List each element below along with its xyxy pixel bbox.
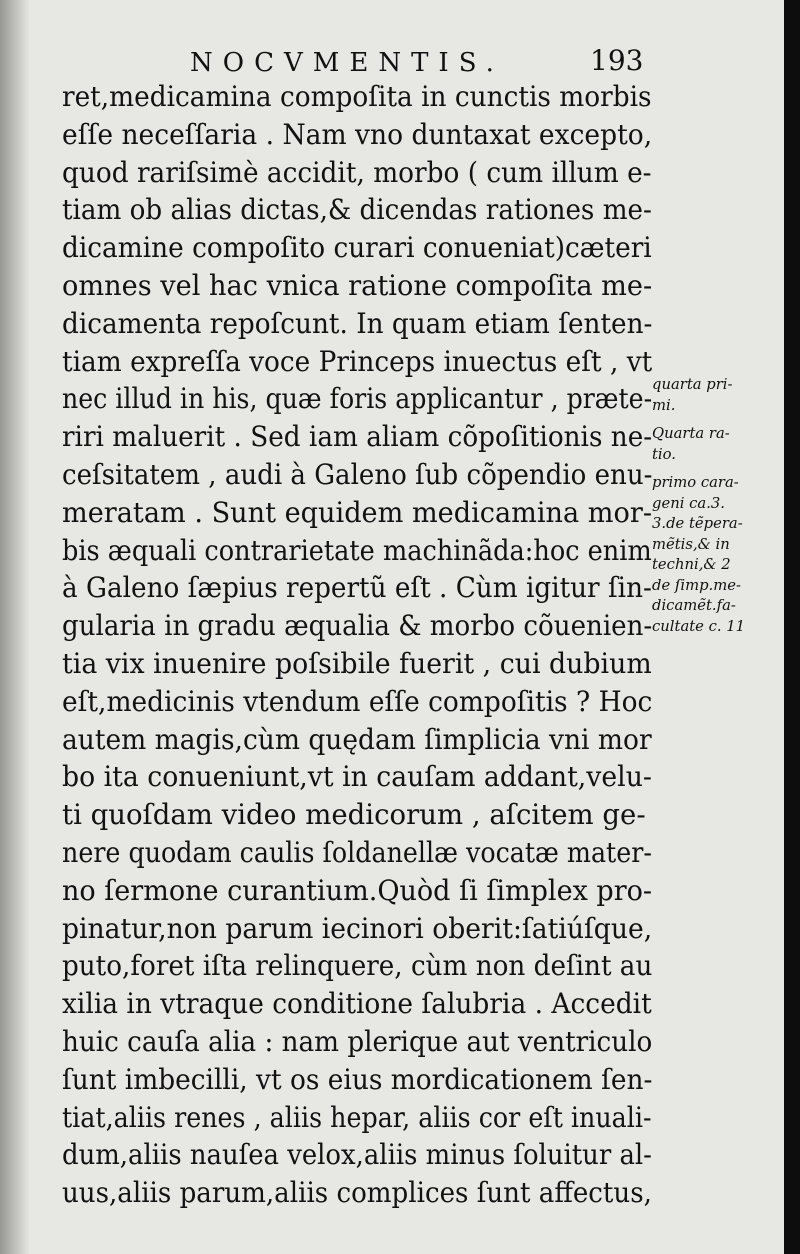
text-line: omnes vel hac vnica ratione compoſita me- xyxy=(62,268,653,302)
text-line: nere quodam caulis ſoldanellæ vocatæ mater- xyxy=(62,835,652,869)
text-line: bo ita conueniunt,vt in cauſam addant,velu- xyxy=(62,760,652,794)
margin-note-line: 3.de tẽpera- xyxy=(652,514,743,532)
margin-note-line: techni,& 2 xyxy=(652,555,731,573)
margin-note-line: mẽtis,& in xyxy=(652,534,730,553)
text-line: gularia in gradu æqualia & morbo cõuenien- xyxy=(62,609,653,643)
text-line: pinatur,non parum iecinori oberit:ſatiúſque, xyxy=(62,911,653,945)
text-line: tiat,aliis renes , aliis hepar, aliis cor eſt inuali- xyxy=(62,1100,652,1134)
text-line: ti quoſdam video medicorum , aſcitem ge- xyxy=(62,798,646,832)
margin-note-line: mi. xyxy=(652,395,676,414)
text-line: nec illud in his, quæ foris applicantur , præte- xyxy=(62,382,653,416)
page-number: 193 xyxy=(590,44,644,77)
text-line: ret,medicamina compoſita in cunctis morbis xyxy=(62,80,652,113)
margin-note-line: Quarta ra- xyxy=(652,424,730,442)
text-line: puto,foret iſta relinquere, cùm non deſint au xyxy=(62,949,653,983)
text-line: huic cauſa alia : nam plerique aut ventriculo xyxy=(62,1024,653,1058)
text-line: autem magis,cùm quędam ſimplicia vni mor xyxy=(62,722,652,756)
text-line: ceſsitatem , audi à Galeno ſub cõpendio enu- xyxy=(62,457,653,491)
text-line: tia vix inuenire poſsibile fuerit , cui dubium xyxy=(62,646,652,680)
margin-notes xyxy=(652,374,782,636)
text-line: meratam . Sunt equidem medicamina mor- xyxy=(62,495,652,529)
running-title: NOCVMENTIS. xyxy=(190,48,504,78)
text-line: riri maluerit . Sed iam aliam cõpoſitionis ne- xyxy=(62,420,653,454)
margin-note-quarta-primi xyxy=(652,374,782,415)
margin-note-line: quarta pri- xyxy=(652,375,733,393)
margin-note-line: dicamẽt.fa- xyxy=(652,596,736,614)
margin-note-line: tio. xyxy=(652,444,676,463)
text-line: bis æquali contrarietate machinãda:hoc enim xyxy=(62,533,652,567)
margin-note-line: primo cara- xyxy=(652,473,739,491)
text-line: dicamenta repoſcunt. In quam etiam ſenten- xyxy=(62,306,653,340)
body-text xyxy=(62,78,662,1212)
text-line: no ſermone curantium.Quòd ſi ſimplex pro- xyxy=(62,873,653,907)
book-fore-edge xyxy=(784,0,800,1254)
margin-note-citations xyxy=(652,472,782,636)
text-line: tiam expreſſa voce Princeps inuectus eſt , vt xyxy=(62,344,653,378)
text-line: ſunt imbecilli, vt os eius mordicationem ſen- xyxy=(62,1062,653,1096)
text-line: eſt,medicinis vtendum eſſe compoſitis ? Hoc xyxy=(62,684,653,718)
text-line: xilia in vtraque conditione ſalubria . Accedit xyxy=(62,987,652,1021)
text-line: tiam ob alias dictas,& dicendas rationes me- xyxy=(62,193,652,227)
text-line: eſſe neceſſaria . Nam vno duntaxat excepto, xyxy=(62,117,653,151)
margin-note-line: de ſimp.me- xyxy=(652,575,741,594)
margin-note-line: geni ca.3. xyxy=(652,493,725,512)
text-line: uus,aliis parum,aliis complices ſunt affectus, xyxy=(62,1176,652,1210)
text-line: dum,aliis nauſea velox,aliis minus ſoluitur al- xyxy=(62,1138,652,1172)
margin-note-quarta-ratio xyxy=(652,423,782,464)
margin-note-line: cultate c. 11 xyxy=(652,616,746,635)
text-line: dicamine compoſito curari conueniat)cæteri xyxy=(62,231,652,265)
text-line: à Galeno ſæpius repertũ eſt . Cùm igitur ſin- xyxy=(62,571,652,605)
text-line: quod rariſsimè accidit, morbo ( cum illum e- xyxy=(62,155,652,189)
